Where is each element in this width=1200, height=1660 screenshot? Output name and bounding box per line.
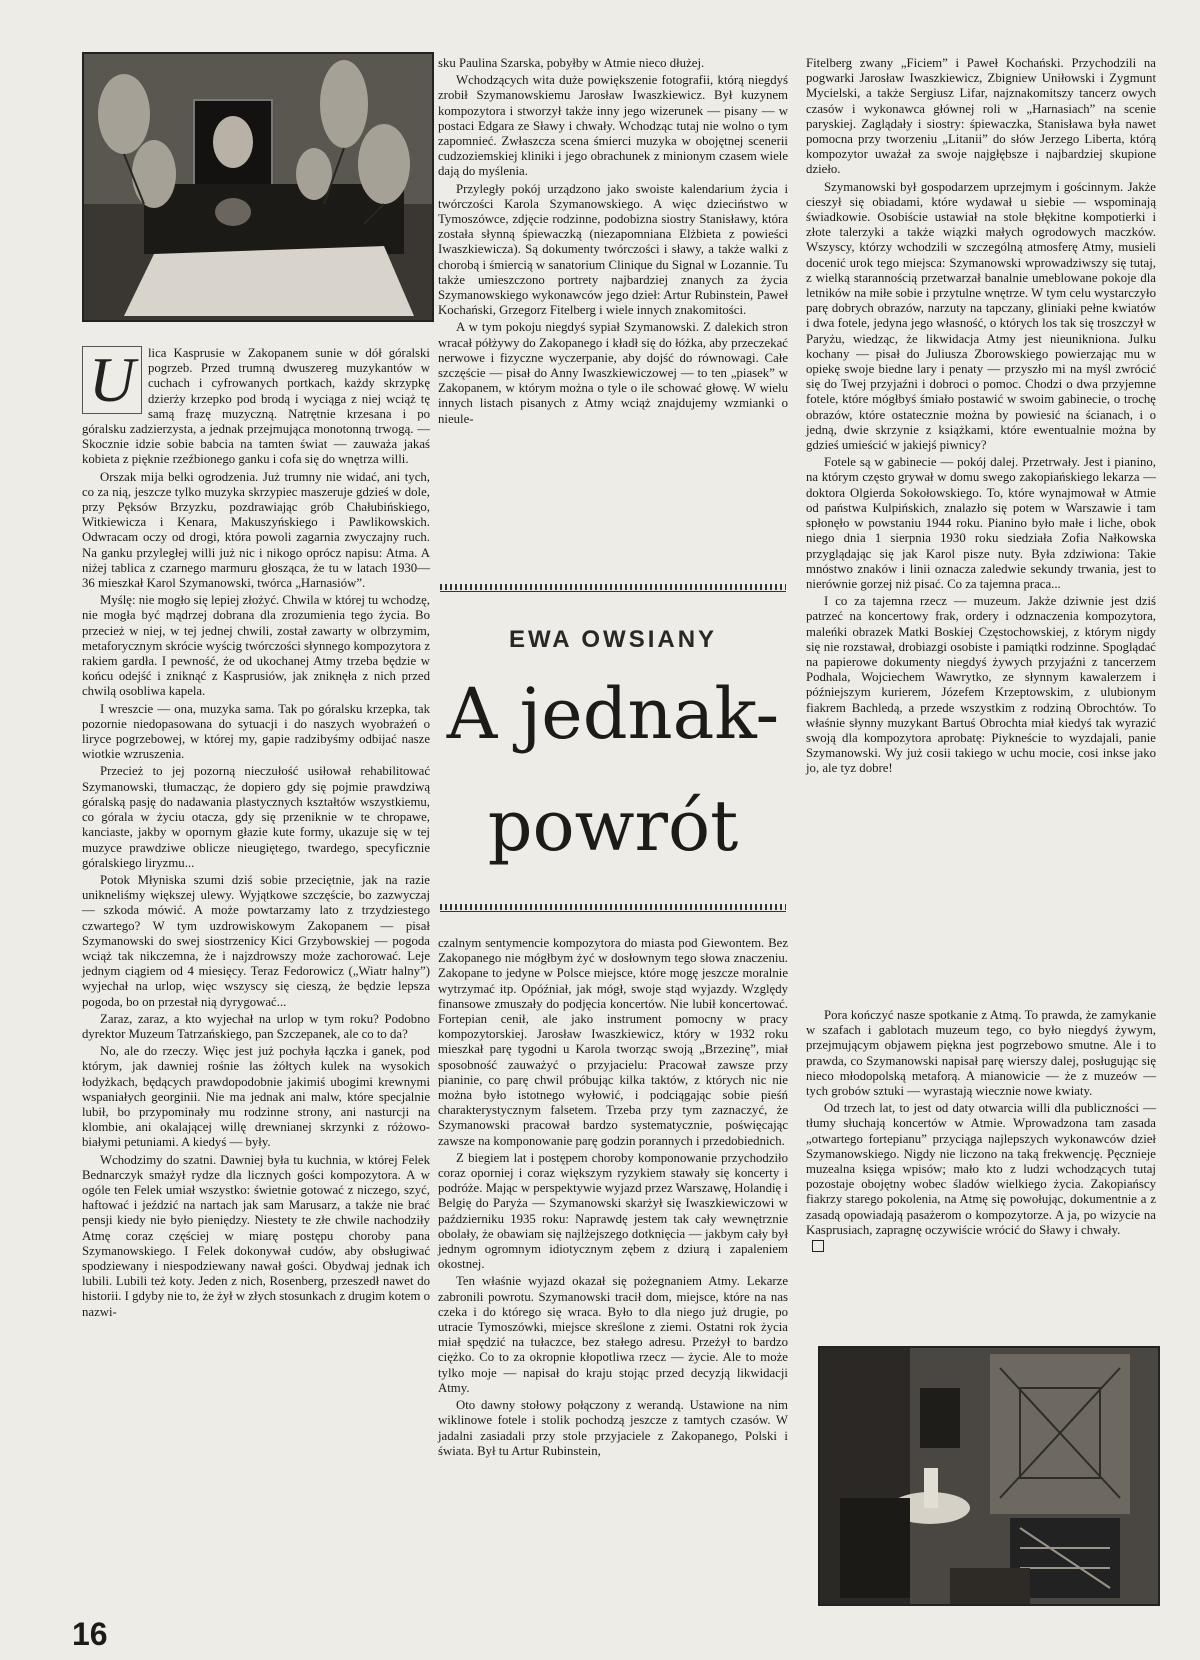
memorial-photo-drawing: [84, 54, 432, 320]
end-mark-icon: [812, 1240, 824, 1252]
paragraph: Pora kończyć nasze spotkanie z Atmą. To prawda, że zamykanie w szafach i gablotach muzeum tego, co było niegdyś żywym, przejmującym objawem piękna jest pogrzebowo smutne. Ale i to prawda, co Szymanowski napisał parę wierszy dalej, posługując się nieco młodopolską metaforą. A mianowicie — że z muzeów — tych grobów sztuki — wyrastają wiecznie nowe kwiaty.: [806, 1008, 1156, 1099]
title-rule-top: [440, 584, 786, 590]
paragraph: Myślę: nie mogło się lepiej złożyć. Chwila w której tu wchodzę, nie mogła być mądrzej dobrana dla zrozumienia tego życia. Bo przecież w niej, w tej jednej chwili, został zawarty w olbrzymim, metaforycznym skrócie wyścig twórczości słynnego kompozytora z rakiem gardła. I pewność, że od ukochanej Atmy trzeba będzie w końcu odejść i zniknąć z Kasprusiów, jak zniknęła z nich przed chwilą osobliwa kapela.: [82, 593, 430, 699]
paragraph: I co za tajemna rzecz — muzeum. Jakże dziwnie jest dziś patrzeć na koncertowy frak, ordery i odznaczenia kompozytora, maleńki obrazek Matki Boskiej Częstochowskiej, z którym nigdy się nie rozstawał, drobiazgi osobiste i pamiątki rodzinne. Spoglądać na papierowe dokumenty niegdyś żywych przyjaźni z tancerzem Podhala, Wojciechem Wawrytko, ze słynnym kawalerzem i późniejszym kurierem, Józefem Krzeptowskim, z ulubionym fiakrem Bachledą, a przede wszystkim z rodziną Obrochtów. To właśnie słynny muzykant Bartuś Obrochta miał kiedyś tak wyrazić swoją dla kompozytora aprobatę: Piykneście to wyzdajali, panie Szymanowski. Wy już cosii takiego w uchu mocie, cosi inkse jako jo, ale tyz dobre!: [806, 594, 1156, 776]
memorial-photo: [82, 52, 434, 322]
paragraph: Ten właśnie wyjazd okazał się pożegnaniem Atmy. Lekarze zabronili powrotu. Szymanowski tracił dom, miejsce, które na nas czeka i do którego się wraca. Było to dla niego już drugie, po utracie Tymoszówki, miejsce skreślone z ziemi. Ostatni rok życia miał spędzić na tułaczce, bez stałego adresu. Przeżył to bardzo ciężko. Co to za okropnie kłopotliwa rzecz — życie. Ale to może tylko moje — napisał do kraju stojąc przed decyzją likwidacji Atmy.: [438, 1274, 788, 1395]
paragraph: Fotele są w gabinecie — pokój dalej. Przetrwały. Jest i pianino, na którym często grywał w domu swego zakopiańskiego lekarza — doktora Olgierda Sokołowskiego. To, które wynajmował w Atmie od państwa Kulpińskich, znalazło się potem w Warszawie i tam spłonęło w powstaniu 1944 roku. Pianino było małe i liche, obok niego dnia 1 sierpnia 1930 roku siedziała Zofia Nałkowska przyglądając się jak Karol pisze nuty. Była zdziwiona: Takie mnóstwo znaków i linii oznacza zaledwie sekundy trwania, jest to nierównie gorzej niż pisać. Co za tajemna praca...: [806, 455, 1156, 591]
paragraph: Fitelberg zwany „Ficiem” i Paweł Kochański. Przychodzili na pogwarki Jarosław Iwaszkiewicz, Zbigniew Uniłowski i Zygmunt Mycielski, a także Sergiusz Lifar, najznakomitszy tancerz owych czasów i wykonawca głównej roli w „Harnasiach” na scenie paryskiej. Zaglądały i siostry: śpiewaczka, Stanisława była nawet pomocna przy tworzeniu „Litanii” do słów Jerzego Liberta, którą kompozytor uważał za swoje najgłębsze i najbardziej skupione dzieło.: [806, 56, 1156, 177]
paragraph: Zaraz, zaraz, a kto wyjechał na urlop w tym roku? Podobno dyrektor Muzeum Tatrzańskiego, pan Szczepanek, ale co to da?: [82, 1011, 430, 1041]
title-rule-bottom: [440, 904, 786, 910]
paragraph: Wchodzących wita duże powiększenie fotografii, którą niegdyś zrobił Szymanowskiemu Jarosław Iwaszkiewicz. Był kuzynem kompozytora i stworzył także inny jego wizerunek — pisany — w postaci Edgara ze Sławy i chwały. Wchodząc tutaj nie wolno o tym zapomnieć. Zwłaszcza scena śmierci muzyka w obojętnej scenerii cudzoziemskiej kliniki i jego obrachunek z minionym czasem wiele dają do myślenia.: [438, 73, 788, 179]
article-column-3: [806, 56, 1156, 777]
paragraph: sku Paulina Szarska, pobyłby w Atmie nieco dłużej.: [438, 56, 705, 70]
paragraph: lica Kasprusie w Zakopanem sunie w dół góralski pogrzeb. Przed trumną dwuszereg muzykantów w cuchach i cyfrowanych portkach, każdy skrzypkę dzierży krzepko pod brodą i wyciąga z niej wciąż tę samą frazę muzyczną. Natrętnie krzesana i po góralsku zadzierzysta, a jednak przejmująca monotonną trwogą. — Skocznie idzie sobie babcia na tamten świat — zauważa jakaś kobieta z pięknie rzeźbionego ganku i cofa się do wnętrza willi.: [82, 346, 430, 467]
paragraph: Potok Młyniska szumi dziś sobie przeciętnie, jak na razie unikneliśmy większej ulewy. Wyjątkowe szczęście, bo zazwyczaj — szkoda mówić. A może powtarzamy lato z trzydziestego czwartego? W tym uzdrowiskowym Zakopanem — pisał Szymanowski do swej siostrzenicy Kici Grzybowskiej — pogoda wciąż tak nikczemna, że i najzdrowszy może zachorować. Leje jednym ciągiem od 4 miesięcy. Teraz Fedorowicz („Wiatr halny”) wyjechał na urlop, więc wszyscy się cieszą, że będzie lepsza pogoda, bo on przestał nią dyrygować...: [82, 872, 430, 1009]
paragraph: czalnym sentymencie kompozytora do miasta pod Giewontem. Bez Zakopanego nie mógłbym żyć w dosłownym tego słowa znaczeniu. Zakopane to jedyne w Polsce miejsce, które mogę jeszcze moralnie wytrzymać itp. Opóźniał, jak mógł, swoje stąd wyjazdy. Względy finansowe zmuszały do podjęcia koncertów. Nie lubił koncertować. Fortepian cenił, ale jako instrument pomocny w pracy kompozytorskiej. Jarosław Iwaszkiewicz, który w 1932 roku mieszkał parę tygodni u Karola tworząc swoją „Brzezinę”, miał sposobność zauważyć o przyjacielu: Pracował zawsze przy pianinie, co parę chwil próbując kilka taktów, z których nic nie można było istotnego wyłowić, i podciągając sobie pieśń charakterystycznym falsetem. Trzeba przy tym zaznaczyć, że Szymanowski pracował bardzo systematycznie, poświęcając zawsze na komponowanie parę godzin porannych i przedobiednich.: [438, 936, 788, 1148]
paragraph: Z biegiem lat i postępem choroby komponowanie przychodziło coraz oporniej i coraz większym ryzykiem stawały się koncerty i podróże. Mając w perspektywie wyjazd przez Warszawę, Holandię i Belgię do Paryża — Szymanowski skarżył się Iwaszkiewiczowi w październiku 1935 roku: Naprawdę jestem tak cały wewnętrznie obolały, że obawiam się najlżejszego dotknięcia — jakbym cały był jednym ogromnym idiotycznym zębem z dziurą i zapaleniem okostnej.: [438, 1150, 788, 1272]
paragraph: No, ale do rzeczy. Więc jest już pochyła łączka i ganek, pod którym, jak dawniej rośnie las żółtych kulek na wysokich łodyżkach, będących prawdopodobnie jakimiś ubogimi krewnymi wspaniałych georginii. Nie ma jednak ani malw, które specjalnie lubił, bo przypominały mu rodzinne strony, ani nasturcji na klombie, ani okalającej willę drewnianej skrzynki z różowo-białymi petuniami. A kiedyś — były.: [82, 1044, 430, 1150]
paragraph: Szymanowski był gospodarzem uprzejmym i gościnnym. Jakże cieszył się obiadami, które wydawał u siebie — wspominają świadkowie. Osobiście ustawiał na stole błękitne kompotierki i złote talerzyki a także wiązki małych ogrodowych maczków. Wszyscy, którzy wchodzili w szczególną atmosferę Atmy, musieli docenić urok tego miejsca: Szymanowski wprowadziwszy się tutaj, z wielką starannością przetwarzał banalnie umeblowane pokoje dla letników na miłe sobie i przytulne wnętrze. W tym celu wystarczyło parę dobrych obrazów, narzuty na tapczany, gliniaki pełne kwiatów i dwa fotele, jedyna jego własność, o których los tak się troszczył w Paryżu, wiedząc, że likwidacja Atmy jest nieunikniona. Julku kochany — pisał do Juliusza Zborowskiego powierzając mu w opiekę swoje biedne lary i penaty — przyszło mi na myśl zwrócić się do Twej przyjaźni i dobroci o pomoc. Chodzi o dwa przyjemne fotele, które mógłbyś śmiało postawić w swoim gabinecie, o trochę obrazów, które ostatecznie można by powiesić na ścianach, i o jedną, dwie skrzynie z książkami, które ewentualnie można by gdzieś umieścić w jakiejś piwnicy?: [806, 179, 1156, 453]
article-column-3-continued: [806, 1008, 1156, 1253]
article-column-2-continued: [438, 936, 788, 1459]
interior-photo-drawing: [820, 1348, 1158, 1604]
author-name: EWA OWSIANY: [508, 626, 718, 653]
paragraph: Od trzech lat, to jest od daty otwarcia willi dla publiczności — tłumy słuchają koncertów w Atmie. Wprowadzona tam zasada „otwartego fortepianu” przyciąga najlepszych wykonawców dzieł Szymanowskiego. Nigdy nie liczono na taką frekwencję. Pęcznieje muzealna księga wpisów; mało kto z ludzi wchodzących tutaj pozostaje obojętny wobec śladów wielkiego życia. Zakopiańscy fiakrzy starego pokolenia, na Atmę się powołując, dokumentnie a z zasadą opowiadają pasażerom o kompozytorze. A ja, po wizycie na Kasprusiach, zapragnę oczywiście wrócić do Sławy i chwały.: [806, 1101, 1156, 1237]
paragraph: Oto dawny stołowy połączony z werandą. Ustawione na nim wiklinowe fotele i stolik pochodzą jeszcze z tamtych czasów. W jadalni zasiadali przy stole przyjaciele z Zakopanego, Polski i świata. Był tu Artur Rubinstein,: [438, 1398, 788, 1458]
paragraph: Przecież to jej pozorną nieczułość usiłował rehabilitować Szymanowski, tłumacząc, że dopiero gdy się pojmie prawdziwą góralską pasję do nadawania plastycznych kształtów wszystkiemu, co górala w życiu otacza, gdy się przeniknie w te chropawe, kanciaste, jakby w opornym głazie kute formy, ukazuje się w tej muzyce prawdziwe oblicze nieugiętego, twardego, specyficznie góralskiego liryzmu...: [82, 764, 430, 870]
drop-cap: U: [82, 346, 142, 414]
paragraph: Przyległy pokój urządzono jako swoiste kalendarium życia i twórczości Karola Szymanowskiego. A więc dzieciństwo w Tymoszówce, zdjęcie rodzinne, podobizna siostry Stanisławy, która została słynną śpiewaczką (niezapomniana Elżbieta z powieści Iwaszkiewicza). Są dokumenty twórczości i sławy, a także walki z chorobą i śmiercią w sanatorium Clinique du Signal w Lozannie. Tu także umieszczono portrety najbardziej znanych za życia Szymanowskiego wykonawców jego dzieł: Artur Rubinstein, Paweł Kochański, Grzegorz Fitelberg i wiele innych znakomitości.: [438, 181, 788, 318]
paragraph: Orszak mija belki ogrodzenia. Już trumny nie widać, ani tych, co za nią, jeszcze tylko muzyka skrzypiec maszeruje gdzieś w dole, przy Pęksów Brzyzku, pozdrawiając grób Chałubińskiego, Witkiewicza i Kenara, Makuszyńskiego i Pawlikowskich. Odwracam oczy od drogi, która powoli zagarnia zwyczajny ruch. Na ganku przyległej willi już nic i nikogo oprócz napisu: Atma. A niżej tablica z czarnego marmuru głosząca, że tu w latach 1930—36 mieszkał Karol Szymanowski, twórca „Harnasiów”.: [82, 469, 430, 591]
article-title-line-1: A jednak-: [446, 673, 780, 755]
interior-photo: [818, 1346, 1160, 1606]
paragraph: A w tym pokoju niegdyś sypiał Szymanowski. Z dalekich stron wracał półżywy do Zakopanego i kładł się do łóżka, aby przeczekać nerwowe i fizyczne wyczerpanie, aby dojść do równowagi. Całe szczęście — pisał do Anny Iwaszkiewiczowej — to ten „piasek” w Zakopanem, w którym można o tyle o ile schować głowę. W wielu innych listach pisanych z Atmy wciąż znajdujemy wzmianki o nieule-: [438, 320, 788, 426]
article-column-1: [82, 346, 430, 1320]
article-column-2: [438, 56, 788, 427]
page-number: 16: [72, 1616, 108, 1652]
article-title-line-2: powrót: [487, 785, 739, 867]
paragraph: Wchodzimy do szatni. Dawniej była tu kuchnia, w której Felek Bednarczyk smażył rydze dla licznych gości kompozytora. A w ogóle ten Felek umiał wszystko: świetnie gotować z niczego, szyć, haftować i jeździć na nartach jak sam Marusarz, a także nie brać pensji kiedy nie było pieniędzy. Niestety te złe chwile nachodziły Atmę coraz częściej w miarę postępu choroby pana Szymanowskiego. I Felek dokonywał cudów, aby obsługiwać spodziewany i niespodziewany nawał gości. Obydwaj jednak ich lubili. Lubili też koty. Jeden z nich, Rosenberg, przeszedł nawet do historii. I gdyby nie to, że żył w złych stosunkach z drugim kotem o nazwi-: [82, 1152, 430, 1319]
paragraph: I wreszcie — ona, muzyka sama. Tak po góralsku krzepka, tak pozornie niedopasowana do sytuacji i do naszych wyobrażeń o liryce pogrzebowej, w której my, gapie radzibyśmy odbijać nasze wiotkie wzruszenia.: [82, 701, 430, 762]
